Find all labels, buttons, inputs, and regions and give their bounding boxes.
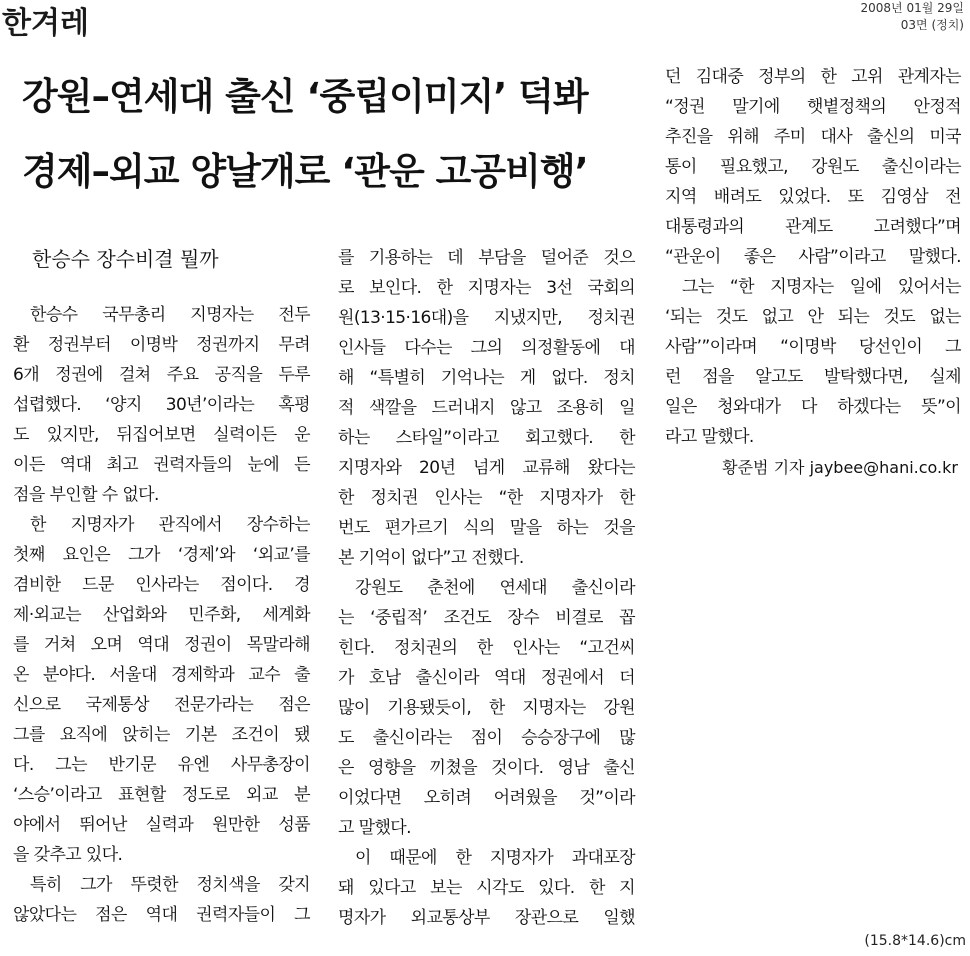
- article-line: 섭렵했다. ‘양지 30년’이라는 혹평: [13, 395, 310, 415]
- article-line: “정권 말기에 햇볕정책의 안정적: [665, 97, 961, 117]
- article-line: 런 점을 알고도 발탁했다면, 실제: [665, 367, 961, 387]
- article-line: 하는 스타일”이라고 회고했다. 한: [338, 428, 635, 448]
- article-line: 온 분야다. 서울대 경제학과 교수 출: [13, 665, 310, 685]
- article-line: 강원도 춘천에 연세대 출신이라: [355, 578, 635, 598]
- article-line: 겸비한 드문 인사라는 점이다. 경: [13, 575, 310, 595]
- article-line: 돼 있다고 보는 시각도 있다. 한 지: [338, 878, 635, 898]
- article-line: ‘스승’이라고 표현할 정도로 외교 분: [13, 785, 310, 805]
- article-line: 제·외교는 산업화와 민주화, 세계화: [13, 605, 310, 625]
- article-line: 원(13·15·16대)을 지냈지만, 정치권: [338, 308, 635, 328]
- article-line: 힌다. 정치권의 한 인사는 “고건씨: [338, 638, 635, 658]
- subheadline: 한승수 장수비결 뭘까: [32, 247, 219, 271]
- article-line: 고 말했다.: [338, 818, 411, 838]
- article-line: 야에서 뛰어난 실력과 원만한 성품: [13, 815, 310, 835]
- issue-meta: [861, 0, 964, 34]
- issue-date: 2008년 01월 29일: [860, 1, 964, 15]
- article-column-3: [665, 62, 961, 452]
- article-line: 특히 그가 뚜렷한 정치색을 갖지: [30, 875, 310, 895]
- page-section: 03면 (정치): [900, 18, 964, 32]
- article-line: 신으로 국제통상 전문가라는 점은: [13, 695, 310, 715]
- article-line: “관운이 좋은 사람”이라고 말했다.: [665, 247, 961, 267]
- article-line: 는 ‘중립적’ 조건도 장수 비결로 꼽: [338, 608, 635, 628]
- article-line: 않았다는 점은 역대 권력자들이 그: [13, 905, 310, 925]
- article-line: 지역 배려도 있었다. 또 김영삼 전: [665, 187, 961, 207]
- article-size-note: (15.8*14.6)cm: [864, 933, 966, 949]
- article-column-1: [13, 300, 310, 930]
- article-line: 인사들 다수는 그의 의정활동에 대: [338, 338, 635, 358]
- article-line: 6개 정권에 걸쳐 주요 공직을 두루: [13, 365, 310, 385]
- article-line: 일은 청와대가 다 하겠다는 뜻”이: [665, 397, 961, 417]
- article-line: 번도 편가르기 식의 말을 하는 것을: [338, 518, 635, 538]
- article-line: 이었다면 오히려 어려웠을 것”이라: [338, 788, 635, 808]
- article-line: 한승수 국무총리 지명자는 전두: [30, 305, 310, 325]
- article-line: 첫째 요인은 그가 ‘경제’와 ‘외교’를: [13, 545, 310, 565]
- article-line: 가 호남 출신이라 역대 정권에서 더: [338, 668, 635, 688]
- article-line: 적 색깔을 드러내지 않고 조용히 일: [338, 398, 635, 418]
- article-line: 본 기억이 없다”고 전했다.: [338, 548, 524, 568]
- article-line: 지명자와 20년 넘게 교류해 왔다는: [338, 458, 635, 478]
- newspaper-logo: 한겨레: [2, 6, 89, 41]
- article-line: 이든 역대 최고 권력자들의 눈에 든: [13, 455, 310, 475]
- article-line: 대통령과의 관계도 고려했다”며: [665, 217, 961, 237]
- headline-line-2: 경제–외교 양날개로 ‘관운 고공비행’: [22, 150, 588, 193]
- article-line: 도 출신이라는 점이 승승장구에 많: [338, 728, 635, 748]
- article-line: 그는 “한 지명자는 일에 있어서는: [682, 277, 961, 297]
- article-line: 로 보인다. 한 지명자는 3선 국회의: [338, 278, 635, 298]
- article-line: 명자가 외교통상부 장관으로 일했: [338, 908, 635, 928]
- article-line: ‘되는 것도 없고 안 되는 것도 없는: [665, 307, 961, 327]
- article-line: 한 정치권 인사는 “한 지명자가 한: [338, 488, 635, 508]
- article-line: 를 기용하는 데 부담을 덜어준 것으: [338, 248, 635, 268]
- article-line: 해 “특별히 기억나는 게 없다. 정치: [338, 368, 635, 388]
- article-line: 을 갖추고 있다.: [13, 845, 123, 865]
- article-line: 라고 말했다.: [665, 427, 754, 447]
- byline: 황준범 기자 jaybee@hani.co.kr: [722, 458, 958, 477]
- article-column-2: [338, 243, 635, 933]
- article-line: 점을 부인할 수 없다.: [13, 485, 159, 505]
- article-line: 도 있지만, 뒤집어보면 실력이든 운: [13, 425, 310, 445]
- article-line: 를 거쳐 오며 역대 정권이 목말라해: [13, 635, 310, 655]
- article-line: 많이 기용됐듯이, 한 지명자는 강원: [338, 698, 635, 718]
- article-line: 사람’”이라며 “이명박 당선인이 그: [665, 337, 961, 357]
- article-line: 한 지명자가 관직에서 장수하는: [30, 515, 310, 535]
- article-line: 추진을 위해 주미 대사 출신의 미국: [665, 127, 961, 147]
- article-line: 이 때문에 한 지명자가 과대포장: [355, 848, 635, 868]
- article-line: 은 영향을 끼쳤을 것이다. 영남 출신: [338, 758, 635, 778]
- headline-line-1: 강원–연세대 출신 ‘중립이미지’ 덕봐: [22, 75, 588, 118]
- article-line: 던 김대중 정부의 한 고위 관계자는: [665, 67, 961, 87]
- article-line: 통이 필요했고, 강원도 출신이라는: [665, 157, 961, 177]
- article-line: 환 정권부터 이명박 정권까지 무려: [13, 335, 310, 355]
- article-line: 그를 요직에 앉히는 기본 조건이 됐: [13, 725, 310, 745]
- article-line: 다. 그는 반기문 유엔 사무총장이: [13, 755, 310, 775]
